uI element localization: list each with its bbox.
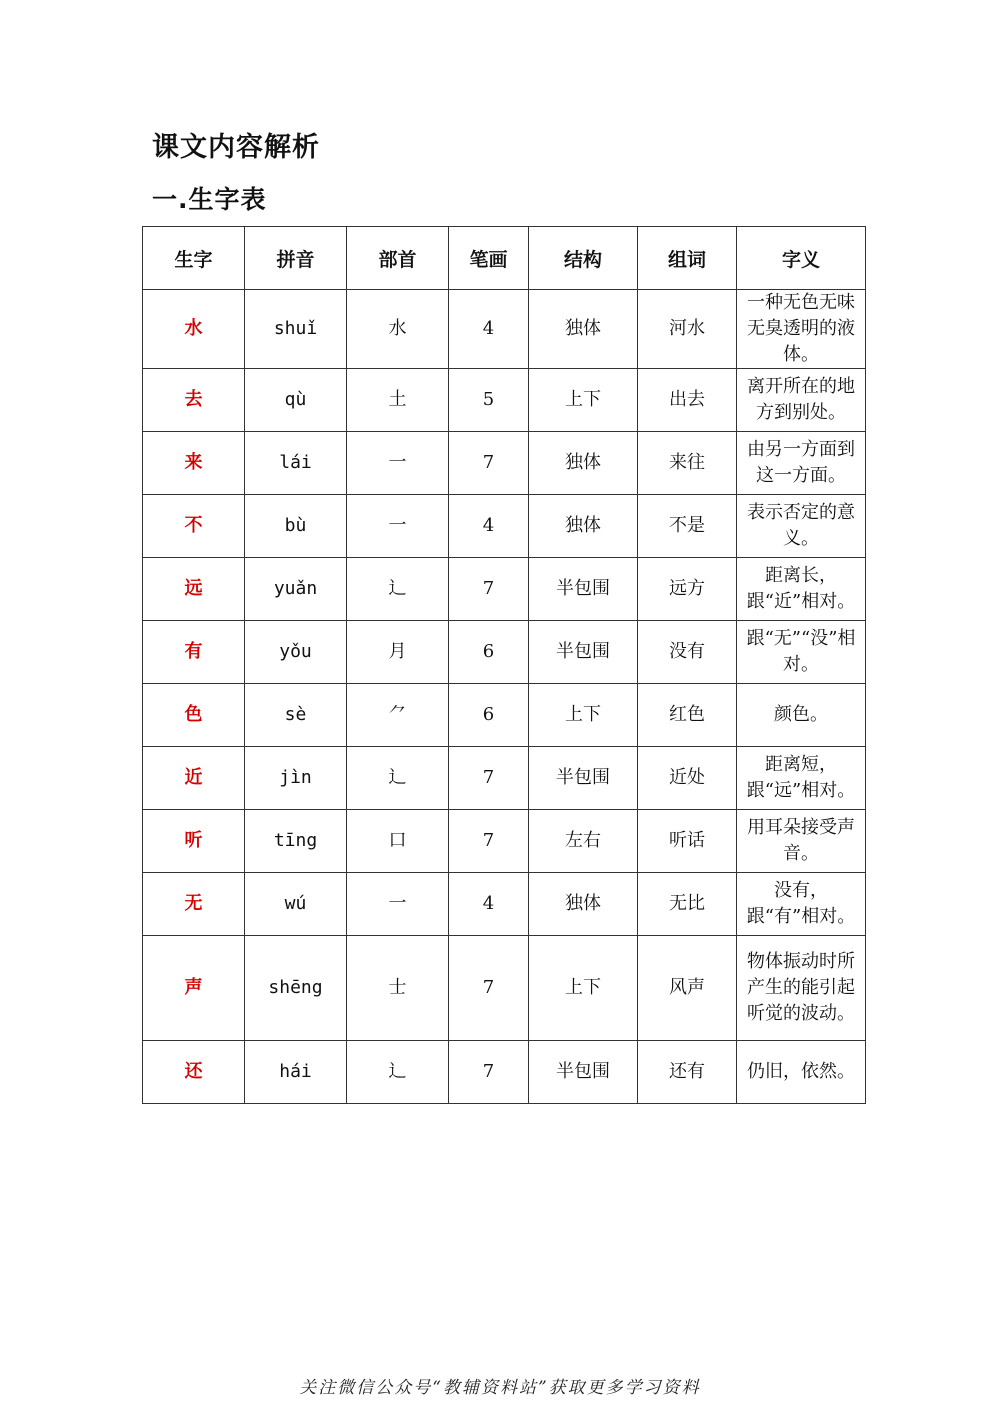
table-row — [143, 1041, 866, 1104]
radical-cell: 辶 — [347, 558, 449, 621]
table-row — [143, 684, 866, 747]
radical-cell: ⺈ — [347, 684, 449, 747]
strokes-cell: 7 — [449, 558, 529, 621]
table-row — [143, 495, 866, 558]
new-char-cell: 水 — [143, 290, 245, 369]
pinyin-cell: qù — [245, 369, 347, 432]
structure-cell: 半包围 — [529, 558, 638, 621]
pinyin-cell: bù — [245, 495, 347, 558]
word-cell: 无比 — [638, 873, 737, 936]
table-row — [143, 290, 866, 369]
meaning-cell: 一种无色无味无臭透明的液体。 — [737, 290, 866, 369]
pinyin-cell: jìn — [245, 747, 347, 810]
meaning-cell: 表示否定的意义。 — [737, 495, 866, 558]
new-char-cell: 近 — [143, 747, 245, 810]
pinyin-cell: wú — [245, 873, 347, 936]
meaning-cell: 仍旧，依然。 — [737, 1041, 866, 1104]
character-table — [142, 226, 866, 1104]
meaning-cell: 用耳朵接受声音。 — [737, 810, 866, 873]
new-char-cell: 无 — [143, 873, 245, 936]
footer-note: 关注微信公众号“教辅资料站”获取更多学习资料 — [299, 1378, 701, 1398]
strokes-cell: 6 — [449, 684, 529, 747]
header-meaning: 字义 — [737, 227, 866, 290]
meaning-cell: 没有，跟“有”相对。 — [737, 873, 866, 936]
pinyin-cell: hái — [245, 1041, 347, 1104]
meaning-cell: 物体振动时所产生的能引起听觉的波动。 — [737, 936, 866, 1041]
meaning-cell: 距离长，跟“近”相对。 — [737, 558, 866, 621]
structure-cell: 半包围 — [529, 621, 638, 684]
new-char-cell: 去 — [143, 369, 245, 432]
meaning-cell: 跟“无”“没”相对。 — [737, 621, 866, 684]
new-char-cell: 不 — [143, 495, 245, 558]
pinyin-cell: shēng — [245, 936, 347, 1041]
radical-cell: 辶 — [347, 747, 449, 810]
word-cell: 没有 — [638, 621, 737, 684]
word-cell: 听话 — [638, 810, 737, 873]
radical-cell: 口 — [347, 810, 449, 873]
meaning-cell: 颜色。 — [737, 684, 866, 747]
table-header-row — [143, 227, 866, 290]
table-row — [143, 936, 866, 1041]
word-cell: 还有 — [638, 1041, 737, 1104]
word-cell: 近处 — [638, 747, 737, 810]
table-row — [143, 369, 866, 432]
new-char-cell: 还 — [143, 1041, 245, 1104]
strokes-cell: 7 — [449, 936, 529, 1041]
pinyin-cell: tīng — [245, 810, 347, 873]
structure-cell: 独体 — [529, 290, 638, 369]
table-row — [143, 873, 866, 936]
page-title: 课文内容解析 — [152, 132, 320, 163]
structure-cell: 独体 — [529, 873, 638, 936]
meaning-cell: 距离短，跟“远”相对。 — [737, 747, 866, 810]
new-char-cell: 声 — [143, 936, 245, 1041]
strokes-cell: 4 — [449, 495, 529, 558]
meaning-cell: 由另一方面到这一方面。 — [737, 432, 866, 495]
radical-cell: 一 — [347, 873, 449, 936]
word-cell: 出去 — [638, 369, 737, 432]
radical-cell: 一 — [347, 432, 449, 495]
strokes-cell: 5 — [449, 369, 529, 432]
table-row — [143, 558, 866, 621]
table-row — [143, 621, 866, 684]
word-cell: 风声 — [638, 936, 737, 1041]
new-char-cell: 色 — [143, 684, 245, 747]
strokes-cell: 4 — [449, 873, 529, 936]
pinyin-cell: yuǎn — [245, 558, 347, 621]
radical-cell: 辶 — [347, 1041, 449, 1104]
new-char-cell: 有 — [143, 621, 245, 684]
structure-cell: 独体 — [529, 432, 638, 495]
structure-cell: 独体 — [529, 495, 638, 558]
radical-cell: 土 — [347, 369, 449, 432]
strokes-cell: 7 — [449, 432, 529, 495]
structure-cell: 半包围 — [529, 747, 638, 810]
word-cell: 远方 — [638, 558, 737, 621]
table-row — [143, 747, 866, 810]
table-row — [143, 432, 866, 495]
new-char-cell: 来 — [143, 432, 245, 495]
word-cell: 来往 — [638, 432, 737, 495]
pinyin-cell: sè — [245, 684, 347, 747]
radical-cell: 水 — [347, 290, 449, 369]
structure-cell: 上下 — [529, 684, 638, 747]
table-row — [143, 810, 866, 873]
strokes-cell: 7 — [449, 1041, 529, 1104]
header-strokes: 笔画 — [449, 227, 529, 290]
structure-cell: 上下 — [529, 369, 638, 432]
header-word: 组词 — [638, 227, 737, 290]
structure-cell: 半包围 — [529, 1041, 638, 1104]
header-char: 生字 — [143, 227, 245, 290]
pinyin-cell: yǒu — [245, 621, 347, 684]
header-pinyin: 拼音 — [245, 227, 347, 290]
word-cell: 不是 — [638, 495, 737, 558]
radical-cell: 月 — [347, 621, 449, 684]
strokes-cell: 6 — [449, 621, 529, 684]
radical-cell: 一 — [347, 495, 449, 558]
radical-cell: 士 — [347, 936, 449, 1041]
word-cell: 红色 — [638, 684, 737, 747]
structure-cell: 上下 — [529, 936, 638, 1041]
strokes-cell: 7 — [449, 810, 529, 873]
pinyin-cell: lái — [245, 432, 347, 495]
strokes-cell: 7 — [449, 747, 529, 810]
new-char-cell: 听 — [143, 810, 245, 873]
new-char-cell: 远 — [143, 558, 245, 621]
word-cell: 河水 — [638, 290, 737, 369]
meaning-cell: 离开所在的地方到别处。 — [737, 369, 866, 432]
header-radical: 部首 — [347, 227, 449, 290]
structure-cell: 左右 — [529, 810, 638, 873]
strokes-cell: 4 — [449, 290, 529, 369]
pinyin-cell: shuǐ — [245, 290, 347, 369]
section-title: 一.生字表 — [152, 185, 267, 214]
header-structure: 结构 — [529, 227, 638, 290]
